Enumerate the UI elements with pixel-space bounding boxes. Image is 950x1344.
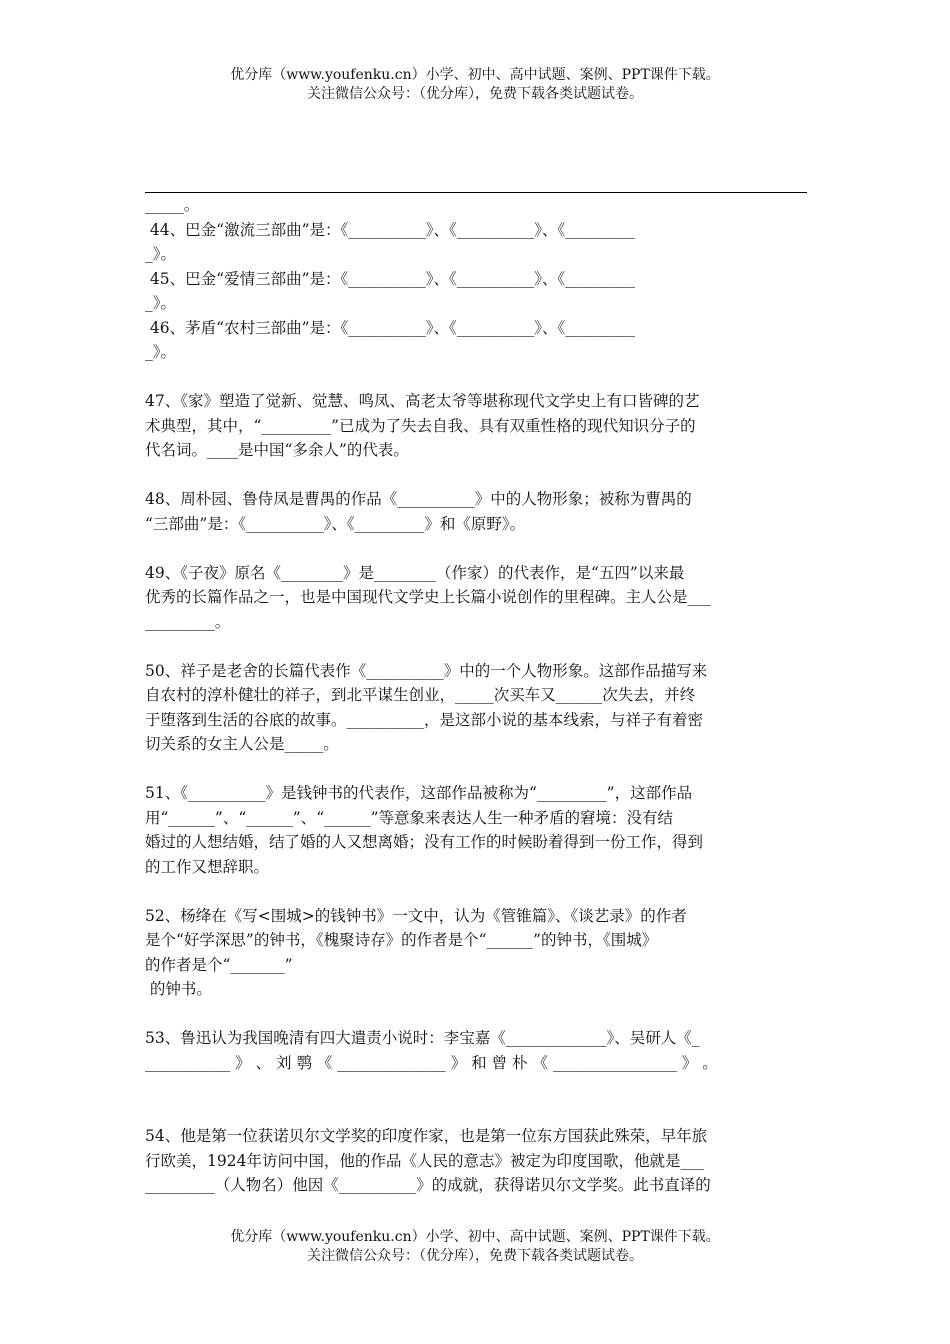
footer-line-2: 关注微信公众号：（优分库），免费下载各类试题试卷。 — [307, 1248, 643, 1264]
question-line: 50、祥子是老舍的长篇代表作《__________》中的一个人物形象。这部作品描写来 — [145, 661, 708, 680]
page-header — [0, 66, 950, 104]
question-51 — [145, 781, 807, 879]
question-54 — [145, 1124, 807, 1198]
question-53 — [145, 1026, 807, 1075]
question-line: 术典型，其中，“_________”已成为了失去自我、具有双重性格的现代知识分子的 — [145, 416, 696, 435]
question-47 — [145, 389, 807, 463]
question-line: 婚过的人想结婚，结了婚的人又想离婚；没有工作的时候盼着得到一份工作，得到 — [145, 833, 704, 851]
question-line: 45、巴金“爱情三部曲”是：《__________》、《__________》、《_________ — [145, 269, 635, 288]
question-50 — [145, 659, 807, 757]
footer-line-1: 优分库（www.youfenku.cn）小学、初中、高中试题、案例、PPT课件下载。 — [230, 1229, 720, 1245]
question-line: _________。 — [145, 612, 231, 631]
question-line: 行欧美，1924年访问中国，他的作品《人民的意志》被定为印度国歌，他就是___ — [145, 1151, 704, 1170]
question-line: ___________ 》 、 刘 鹗 《 ______________ 》 和 曾 朴 《 ________________ 》 。 — [145, 1053, 718, 1072]
question-line: 46、茅盾“农村三部曲”是：《__________》、《__________》、《_________ — [145, 318, 635, 337]
question-line: 优秀的长篇作品之一，也是中国现代文学史上长篇小说创作的里程碑。主人公是___ — [145, 588, 711, 606]
header-line-1: 优分库（www.youfenku.cn）小学、初中、高中试题、案例、PPT课件下载。 — [230, 67, 720, 83]
question-line: 51、《__________》是钱钟书的代表作，这部作品被称为“_________”，这部作品 — [145, 784, 693, 802]
question-line: _________（人物名）他因《__________》的成就，获得诺贝尔文学奖。此书直译的 — [145, 1176, 711, 1194]
question-44 — [145, 218, 807, 267]
question-line: 的钟书。 — [145, 980, 212, 998]
question-line: “三部曲”是：《__________》、《_________》和《原野》。 — [145, 514, 526, 533]
question-line: _》。 — [145, 294, 177, 312]
question-line: 代名词。____是中国“多余人”的代表。 — [145, 441, 409, 459]
question-line: 切关系的女主人公是_____。 — [145, 735, 339, 753]
continuation-line: _____。 — [145, 196, 200, 214]
question-line: 自农村的淳朴健壮的祥子，到北平谋生创业，_____次买车又______次失去，并终 — [145, 686, 696, 704]
question-46 — [145, 316, 807, 365]
question-line: 于堕落到生活的谷底的故事。__________，是这部小说的基本线索，与祥子有着密 — [145, 710, 704, 729]
question-line: 49、《子夜》原名《________》是________（作家）的代表作，是“五四”以来最 — [145, 563, 685, 582]
question-line: 48、周朴园、鲁侍凤是曹禺的作品《__________》中的人物形象；被称为曹禺的 — [145, 490, 692, 508]
question-52 — [145, 904, 807, 1002]
question-45 — [145, 267, 807, 316]
header-line-2: 关注微信公众号：（优分库），免费下载各类试题试卷。 — [307, 86, 643, 102]
question-line: 的作者是个“_______” — [145, 955, 293, 974]
document-body — [145, 186, 807, 1198]
question-line: 是个“好学深思”的钟书，《槐聚诗存》的作者是个“______”的钟书，《围城》 — [145, 931, 658, 949]
question-line: 54、他是第一位获诺贝尔文学奖的印度作家，也是第一位东方国获此殊荣，早年旅 — [145, 1127, 708, 1145]
question-line: 44、巴金“激流三部曲”是：《__________》、《__________》、《_________ — [145, 220, 635, 239]
question-line: 47、《家》塑造了觉新、觉慧、鸣凤、高老太爷等堪称现代文学史上有口皆碑的艺 — [145, 392, 700, 410]
question-48 — [145, 487, 807, 536]
page-footer — [0, 1228, 950, 1266]
question-line: 53、鲁迅认为我国晚清有四大遣责小说时：李宝嘉《_____________》、吴研人《_ — [145, 1029, 700, 1047]
question-line: 52、杨绛在《写<围城>的钱钟书》一文中，认为《管锥篇》、《谈艺录》的作者 — [145, 906, 687, 925]
question-line: _》。 — [145, 343, 177, 361]
question-49 — [145, 561, 807, 635]
question-line: _》。 — [145, 245, 177, 263]
question-line: 的工作又想辞职。 — [145, 857, 270, 876]
question-line: 用“______”、“______”、“______”等意象来表达人生一种矛盾的窘境：没有结 — [145, 808, 674, 827]
